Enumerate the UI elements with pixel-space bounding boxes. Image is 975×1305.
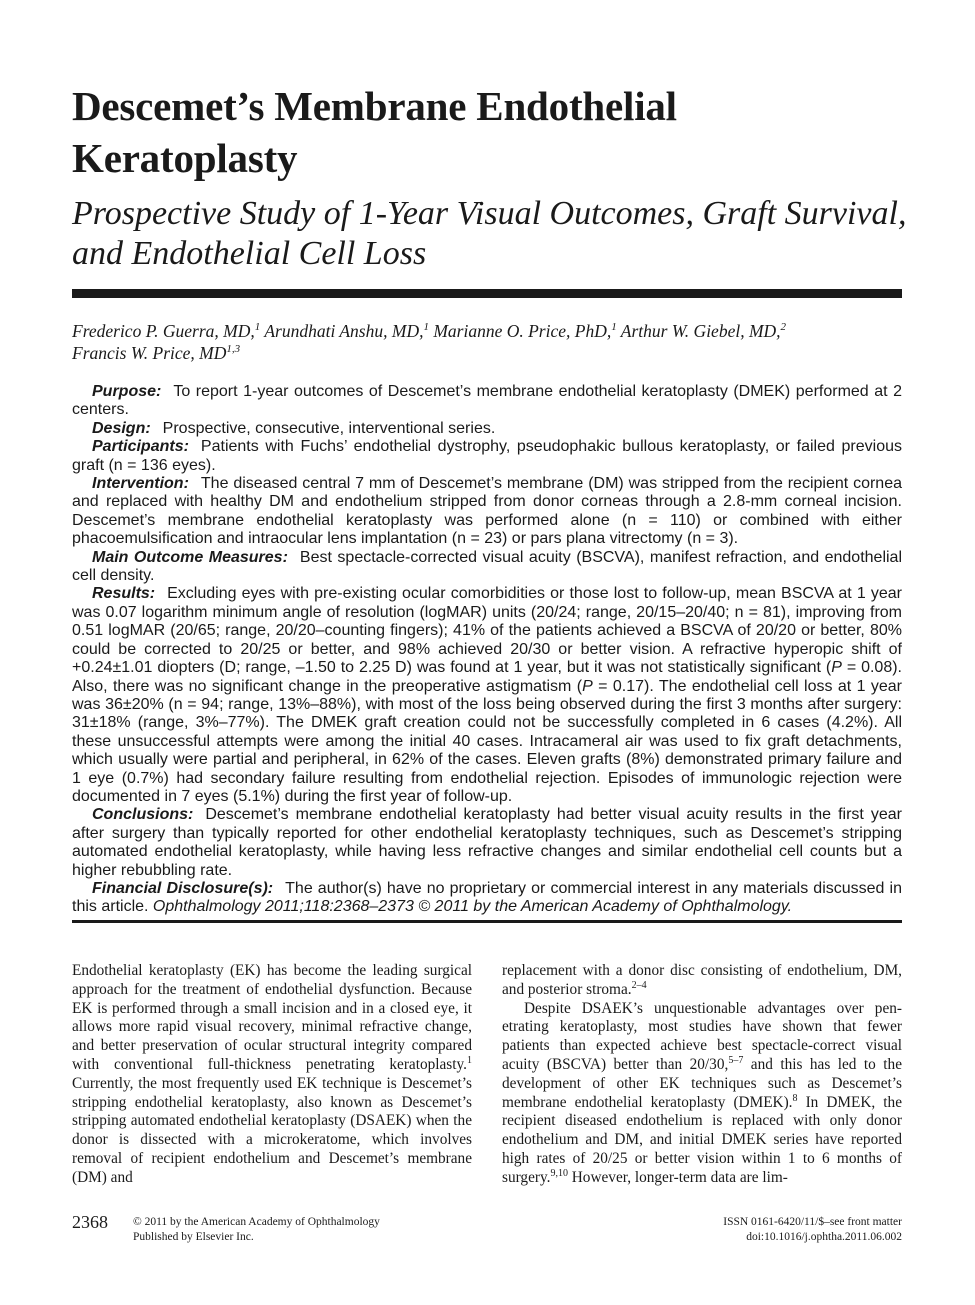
footer-doi: doi:10.1016/j.ophtha.2011.06.002 [746, 1231, 902, 1243]
section-text: Patients with Fuchs’ endothelial dystrophy, pseudophakic bullous keratoplasty, or failed previous graft (n = 136 eyes). [72, 438, 902, 474]
section-text: = 0.08). Also, there was no significant change in the preoperative astigmatism ( [72, 659, 903, 695]
paragraph-text: Despite DSAEK’s unquestionable advantages over penetrating keratoplasty, most studies have shown that fewer patients than expected achieve best spectacle-correct visual acuity (BSCVA) better than 20/30, [502, 999, 902, 1073]
abstract-participants [72, 438, 902, 475]
author-affiliation: 1 [423, 321, 429, 334]
p-value-symbol: P [582, 677, 593, 695]
abstract-divider [72, 920, 902, 923]
abstract [72, 383, 902, 917]
author-affiliation: 1,3 [226, 343, 241, 356]
section-label: Main Outcome Measures: [92, 548, 288, 566]
paragraph-text: Currently, the most frequently used EK technique is Descemet’s stripping endothelial keratoplasty, also known as Descemet’s stripping automated endothelial keratoplasty (DSAEK) when the donor is dissected with a microkeratome, which involves removal of recipient endothelium and Descemet’s membrane (DM) and [72, 1074, 472, 1186]
p-value-symbol: P [831, 659, 842, 677]
paragraph-text: In DMEK, the recipient diseased endothelium is replaced with only donor endothelium and DM, and initial DMEK series have reported high rates of 20/25 or better vision within 1 to 6 months of surgery. [502, 1093, 902, 1186]
author-affiliation: 2 [780, 321, 787, 334]
abstract-outcome-measures [72, 549, 902, 586]
paragraph-text: replacement with a donor disc consisting of endothelium, DM, and posterior stroma. [502, 962, 902, 998]
section-text: Prospective, consecutive, interventional series. [162, 419, 496, 437]
reference-marker[interactable]: 5–7 [728, 1054, 744, 1066]
section-label: Purpose: [92, 383, 162, 400]
abstract-results [72, 585, 902, 806]
title-divider [72, 289, 902, 298]
footer-publisher: Published by Elsevier Inc. [133, 1231, 254, 1243]
author-name: Frederico P. Guerra, MD, [72, 321, 255, 341]
section-label: Participants: [92, 438, 189, 456]
body-column-right [502, 962, 902, 1188]
page-number: 2368 [72, 1212, 108, 1232]
section-label: Results: [92, 585, 156, 603]
paragraph-text: and this has led to the development of other EK techniques such as Descemet’s membrane endothelial keratoplasty (DMEK). [502, 1055, 902, 1111]
section-text: The author(s) have no proprietary or commercial interest in any materials discussed in this article. [72, 879, 902, 916]
section-text: = 0.17). The endothelial cell loss at 1 year was 36±20% (n = 94; range, 13%–88%), with most of the loss being observed during the first 3 months after surgery: 31±18% (range, 3%–77%). The DMEK graft creation could not be successfully completed in 6 cases (4.2%). All these unsuccessful attempts were among the initial 40 cases. Intracameral air was used to fix graft detachments, which usually were partial and peripheral, in 62% of the cases. Eleven grafts (8%) demonstrated primary failure and 1 eye (0.7%) had secondary failure resulting from endothelial rejection. Episodes of immunologic rejection were documented in 7 eyes (5.1%) during the first year of follow-up. [72, 677, 903, 805]
reference-marker[interactable]: 2–4 [631, 979, 647, 991]
abstract-intervention [72, 475, 902, 549]
author-name: Arundhati Anshu, MD, [264, 321, 424, 341]
author-name: Arthur W. Giebel, MD, [620, 321, 781, 341]
footer-issn: ISSN 0161-6420/11/$–see front matter [723, 1216, 902, 1228]
paragraph-text: However, longer-term data are lim- [567, 1168, 788, 1186]
reference-marker[interactable]: 1 [467, 1054, 472, 1066]
article-subtitle: Prospective Study of 1-Year Visual Outcomes, Graft Survival, and Endothelial Cell Loss [72, 195, 907, 272]
reference-marker[interactable]: 8 [792, 1092, 798, 1104]
section-text: The diseased central 7 mm of Descemet’s membrane (DM) was stripped from the recipient cornea and replaced with healthy DM and endothelium stripped from donor corneas through a 2.8-mm corneal incision. Descemet’s membrane endothelial keratoplasty was performed alone (n = 110) or combined with either phacoemulsification and intraocular lens implantation (n = 23) or pars plana vitrectomy (n = 3). [72, 475, 902, 548]
section-text: Descemet’s membrane endothelial keratoplasty had better visual acuity results in the first year after surgery than typically reported for other endothelial keratoplasty techniques, such as Descemet’s stripping automated endothelial keratoplasty, while having less refractive changes and similar endothelial cell counts but a higher rebubbling rate. [72, 806, 902, 879]
footer-identifiers [723, 1215, 902, 1245]
author-list [72, 320, 912, 364]
author-name: Marianne O. Price, PhD, [433, 321, 612, 341]
abstract-purpose [72, 383, 902, 420]
article-title: Descemet’s Membrane Endothelial Keratoplasty [72, 83, 677, 181]
section-text: To report 1-year outcomes of Descemet’s membrane endothelial keratoplasty (DMEK) performed at 2 centers. [72, 383, 902, 419]
author-affiliation: 1 [611, 321, 617, 334]
section-text: Excluding eyes with pre-existing ocular comorbidities or those lost to follow-up, mean BSCVA at 1 year was 0.07 logarithm minimum angle of resolution (logMAR) units (20/24; range, 20/15–20/40; n = 81), improving from 0.51 logMAR (20/65; range, 20/20–counting fingers); 41% of the patients achieved a BSCVA of 20/20 or better, 80% could be corrected to 20/25 or better, and 98% achieved 20/30 or better vision. A refractive hyperopic shift of +0.24±1.01 diopters (D; range, –1.50 to 2.25 D) was found at 1 year, but it was not statistically significant ( [72, 585, 902, 677]
footer-copyright: © 2011 by the American Academy of Ophthalmology [133, 1216, 380, 1228]
section-label: Design: [92, 419, 151, 437]
author-affiliation: 1 [254, 321, 261, 334]
paragraph-text: Endothelial keratoplasty (EK) has become the leading surgical approach for the treatment of endothelial dysfunction. Because EK is performed through a small incision and in a closed eye, it allows more rapid visual recovery, minimal refractive change, and better preservation of ocular structural integrity compared with conventional full-thickness penetrating keratoplasty. [72, 962, 472, 1073]
body-paragraph [502, 1000, 902, 1188]
journal-citation: Ophthalmology 2011;118:2368–2373 © 2011 by the American Academy of Ophthalmology. [152, 898, 793, 916]
body-column-left [72, 962, 472, 1188]
author-name: Francis W. Price, MD [72, 343, 227, 363]
section-label: Conclusions: [92, 806, 194, 824]
reference-marker[interactable]: 9,10 [550, 1167, 568, 1179]
body-paragraph [72, 962, 472, 1188]
section-label: Intervention: [92, 475, 189, 493]
abstract-conclusions [72, 806, 902, 880]
abstract-design [72, 420, 902, 438]
abstract-disclosure [72, 880, 902, 917]
footer-copyright-block [133, 1215, 380, 1245]
section-label: Financial Disclosure(s): [92, 879, 274, 897]
body-paragraph [502, 962, 902, 1000]
section-text: Best spectacle-corrected visual acuity (BSCVA), manifest refraction, and endothelial cell density. [72, 548, 903, 585]
